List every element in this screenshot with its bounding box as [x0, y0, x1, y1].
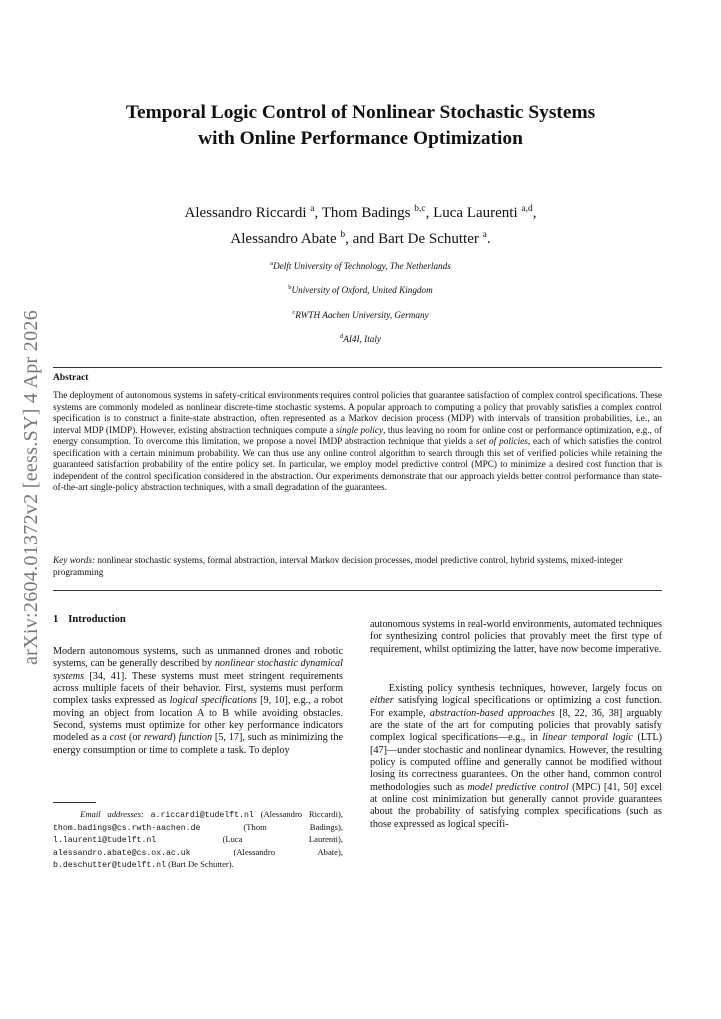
- abstract-segment: , thus leaving no room for online cost or performance optimization, e.g., of energy consumption. To overcome this limitation, we propose a novel IMDP abstraction technique that yields a: [53, 425, 662, 448]
- text-emphasis: logical specifications: [169, 695, 257, 707]
- affiliation-text: Delft University of Technology, The Netherlands: [273, 261, 451, 272]
- affiliation-text: University of Oxford, United Kingdom: [291, 285, 433, 296]
- author-line-2: Alessandro Abate $^b$, and Bart De Schutter $^a$.: [230, 230, 491, 247]
- affiliation-mark: a: [270, 260, 274, 267]
- footnote-label: Email addresses:: [80, 809, 144, 819]
- section-title: Introduction: [68, 614, 126, 625]
- email-link[interactable]: a.riccardi@tudelft.nl: [150, 811, 254, 820]
- affiliation: [60, 277, 661, 301]
- text-emphasis: model predictive control: [467, 781, 569, 793]
- author-affil-mark: b: [340, 230, 346, 240]
- keywords-text: nonlinear stochastic systems, formal abstraction, interval Markov decision processes, model predictive control, hybrid systems, mixed-integer programming: [53, 556, 623, 578]
- text-segment: (or: [126, 732, 144, 744]
- author-note: (Luca Laurenti),: [156, 834, 343, 845]
- author-name: Thom Badings: [321, 205, 411, 221]
- abstract-emphasis: single policy: [335, 425, 384, 436]
- text-segment: Modern autonomous systems, such as unmanned drones and robotic systems, can be generally described by: [53, 646, 343, 670]
- author-name: Luca Laurenti: [433, 205, 518, 221]
- text-segment: (LTL) [47]—under stochastic and nonlinear dynamics. However, the resulting policy is computed offline and generally cannot be modified without losing its correctness guarantees. On the other hand, common control methodologies such as: [370, 732, 662, 793]
- author-line-1: Alessandro Riccardi $^a$, Thom Badings $^{b,c}$, Luca Laurenti $^{a,d}$,: [184, 204, 537, 221]
- section-number: 1: [53, 614, 59, 625]
- footnote-emails: [53, 809, 343, 872]
- email-link[interactable]: alessandro.abate@cs.ox.ac.uk: [53, 848, 191, 858]
- text-segment: ): [172, 732, 179, 744]
- intro-paragraph-left: [53, 646, 343, 757]
- affiliation-mark: c: [292, 308, 296, 316]
- text-segment: [9, 10], e.g., a robot moving an object from location A to B while avoiding obstacles. Second, systems must optimize for other key performance indicators modeled as a: [53, 695, 343, 744]
- text-emphasis: reward: [143, 732, 173, 744]
- footnote-rule: [53, 802, 96, 803]
- affiliation: [60, 326, 661, 350]
- title-line-1: Temporal Logic Control of Nonlinear Stochastic Systems: [125, 102, 596, 123]
- affiliation: [60, 302, 661, 326]
- section-heading: [53, 614, 126, 625]
- text-emphasis: linear temporal logic: [542, 732, 633, 744]
- text-emphasis: function: [178, 732, 213, 744]
- text-emphasis: nonlinear stochastic dynamical systems: [53, 658, 343, 682]
- intro-paragraph-right-bottom: [370, 683, 662, 831]
- author-name: Alessandro Abate: [230, 231, 337, 247]
- text-segment: [8, 22, 36, 38] arguably are the state of the art for computing policies that provably satisfy complex logical specifications—e.g., in: [370, 707, 662, 744]
- affiliation-text: RWTH Aachen University, Germany: [295, 309, 429, 320]
- text-emphasis: abstraction-based approaches: [429, 707, 555, 719]
- affiliation-mark: d: [339, 333, 344, 341]
- email-link[interactable]: thom.badings@cs.rwth-aachen.de: [53, 823, 201, 833]
- affiliation-text: AI4I, Italy: [343, 334, 381, 345]
- abstract-heading: Abstract: [53, 373, 89, 383]
- text-segment: [34, 41]. These systems must meet stringent requirements across multiple facets of their behavior. First, systems must perform complex tasks expressed as: [53, 670, 343, 707]
- intro-paragraph-right-top: autonomous systems in real-world environments, automated techniques for synthesizing control policies that provably meet the first type of requirement, whilst optimizing the latter, have now become imperative.: [370, 619, 662, 655]
- abstract-segment: The deployment of autonomous systems in safety-critical environments requires control policies that guarantee satisfaction of complex control specifications. These systems are commonly modeled as nonlinear discrete-time stochastic systems. A popular approach to computing a policy that provably satisfies a complex control specification is to construct a finite-state abstraction, often represented as a Markov decision process (MDP) with intervals of transition probabilities, i.e., an interval MDP (IMDP). However, existing abstraction techniques compute a: [53, 391, 662, 436]
- author-affil-mark: a: [310, 204, 315, 214]
- author-note: (Alessandro Riccardi),: [253, 809, 343, 819]
- abstract-bottom-rule: [53, 590, 662, 591]
- text-emphasis: cost: [109, 732, 127, 744]
- title-line-2: with Online Performance Optimization: [198, 128, 523, 149]
- text-segment: (MPC) [41, 50] excel at online cost minimization but generally cannot provide guarantees about the probability of satisfying complex specifications (such as those expressed as logical specifi-: [370, 781, 662, 830]
- author-note: (Thom Badings),: [200, 821, 343, 832]
- abstract-segment: , each of which satisfies the control specification with a certain minimum probability. We can thus use any online control algorithm to search through this set of verified policies while retaining the guaranteed satisfaction probability of the entire policy set. In particular, we employ model predictive control (MPC) to minimize a desired cost function that is independent of the control specification considered in the abstraction. Our experiments demonstrate that our approach yields better control performance than state-of-the-art single-policy abstraction techniques, with a small degradation of the guarantees.: [53, 437, 662, 494]
- author-name: Alessandro Riccardi: [184, 205, 307, 221]
- keywords: [53, 556, 662, 579]
- keywords-label: Key words:: [53, 556, 96, 566]
- affiliation: [60, 253, 661, 277]
- text-segment: [5, 17], such as minimizing the energy consumption or time to complete a task. To deploy: [53, 732, 343, 756]
- arxiv-identifier: arXiv:2604.01372v2 [eess.SY] 4 Apr 2026: [20, 309, 42, 665]
- text-segment: Existing policy synthesis techniques, however, largely focus on: [388, 683, 663, 694]
- text-emphasis: either: [370, 695, 394, 707]
- author-list: [60, 198, 661, 250]
- abstract-text: [53, 391, 662, 495]
- author-affil-mark: a,d: [521, 204, 533, 214]
- affiliation-mark: b: [288, 284, 292, 292]
- affiliation-list: [60, 253, 661, 350]
- abstract-top-rule: [53, 367, 662, 368]
- paper-title: [60, 100, 661, 152]
- author-affil-mark: b,c: [414, 204, 426, 214]
- author-note: (Alessandro Abate),: [190, 846, 343, 857]
- author-note: (Bart De Schutter).: [166, 859, 234, 870]
- abstract-emphasis: set of policies: [475, 437, 528, 448]
- author-name: Bart De Schutter: [378, 231, 479, 247]
- text-segment: satisfying logical specifications or optimizing a cost function. For example,: [370, 695, 662, 719]
- email-link[interactable]: b.deschutter@tudelft.nl: [53, 861, 167, 871]
- author-affil-mark: a: [482, 230, 487, 240]
- email-link[interactable]: l.laurenti@tudelft.nl: [53, 836, 157, 846]
